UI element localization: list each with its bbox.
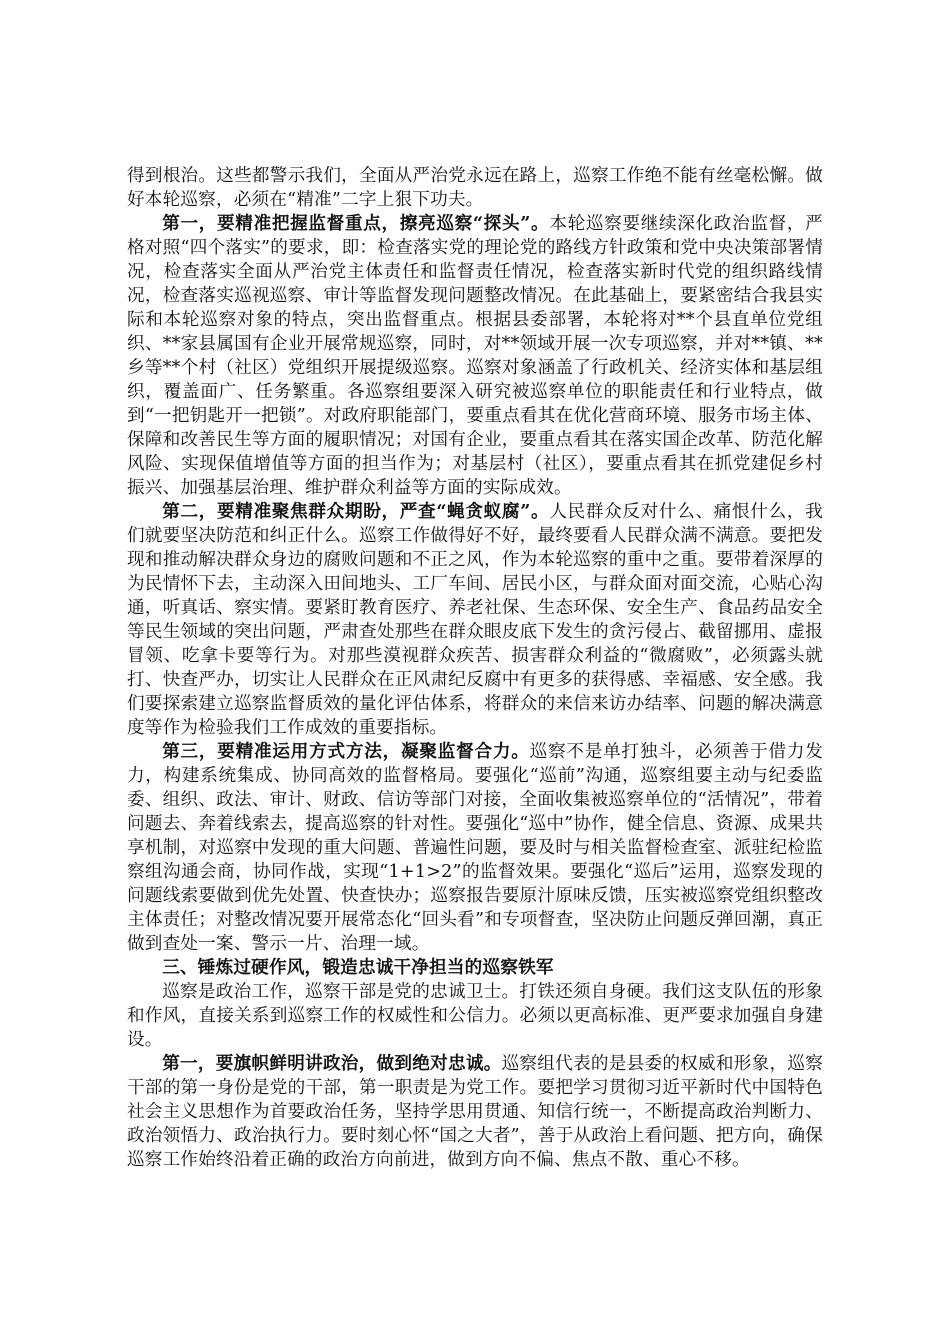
paragraph-point-one-loyalty bbox=[127, 1052, 823, 1172]
paragraph-text: 巡察是政治工作，巡察干部是党的忠诚卫士。打铁还须自身硬。我们这支队伍的形象和作风，直接关系到巡察工作的权威性和公信力。必须以更高标准、更严要求加强自身建设。 bbox=[127, 982, 823, 1050]
section-heading: 三、锤炼过硬作风，锻造忠诚干净担当的巡察铁军 bbox=[162, 957, 554, 978]
paragraph-lead: 第一，要旗帜鲜明讲政治，做到绝对忠诚。 bbox=[162, 1053, 502, 1074]
paragraph-body: 人民群众反对什么、痛恨什么，我们就要坚决防范和纠正什么。巡察工作做得好不好，最终要看人民群众满不满意。要把发现和推动解决群众身边的腐败问题和不正之风，作为本轮巡察的重中之重。要带着深厚的为民情怀下去，主动深入田间地头、工厂车间、居民小区，与群众面对面交流，心贴心沟通，听真话、察实情。要紧盯教育医疗、养老社保、生态环保、安全生产、食品药品安全等民生领域的突出问题，严肃查处那些在群众眼皮底下发生的贪污侵占、截留挪用、虚报冒领、吃拿卡要等行为。对那些漠视群众疾苦、损害群众利益的“微腐败”，必须露头就打、快查严办，切实让人民群众在正风肃纪反腐中有更多的获得感、幸福感、安全感。我们要探索建立巡察监督质效的量化评估体系，将群众的来信来访办结率、问题的解决满意度等作为检验我们工作成效的重要指标。 bbox=[127, 502, 823, 738]
paragraph-lead: 第二，要精准聚焦群众期盼，严查“蝇贪蚁腐”。 bbox=[162, 501, 550, 522]
paragraph-lead: 第三，要精准运用方式方法，凝聚监督合力。 bbox=[162, 741, 530, 762]
paragraph-text: 得到根治。这些都警示我们，全面从严治党永远在路上，巡察工作绝不能有丝毫松懈。做好本轮巡察，必须在“精准”二字上狠下功夫。 bbox=[127, 166, 823, 210]
paragraph-point-two bbox=[127, 500, 823, 740]
paragraph-continued bbox=[127, 164, 823, 212]
paragraph-point-three bbox=[127, 740, 823, 956]
paragraph-body: 巡察组代表的是县委的权威和形象，巡察干部的第一身份是党的干部，第一职责是为党工作。要把学习贯彻习近平新时代中国特色社会主义思想作为首要政治任务，坚持学思用贯通、知信行统一，不断提高政治判断力、政治领悟力、政治执行力。要时刻心怀“国之大者”，善于从政治上看问题、把方向，确保巡察工作始终沿着正确的政治方向前进，做到方向不偏、焦点不散、重心不移。 bbox=[127, 1054, 823, 1170]
paragraph-section-intro bbox=[127, 980, 823, 1052]
document-page bbox=[127, 164, 823, 1172]
paragraph-body: 本轮巡察要继续深化政治监督，严格对照“四个落实”的要求，即：检查落实党的理论党的路线方针政策和党中央决策部署情况，检查落实全面从严治党主体责任和监督责任情况，检查落实新时代党的组织路线情况，检查落实巡视巡察、审计等监督发现问题整改情况。在此基础上，要紧密结合我县实际和本轮巡察对象的特点，突出监督重点。根据县委部署，本轮将对**个县直单位党组织、**家县属国有企业开展常规巡察，同时，对**领域开展一次专项巡察，并对**镇、**乡等**个村（社区）党组织开展提级巡察。巡察对象涵盖了行政机关、经济实体和基层组织，覆盖面广、任务繁重。各巡察组要深入研究被巡察单位的职能责任和行业特点，做到“一把钥匙开一把锁”。对政府职能部门，要重点看其在优化营商环境、服务市场主体、保障和改善民生等方面的履职情况；对国有企业，要重点看其在落实国企改革、防范化解风险、实现保值增值等方面的担当作为；对基层村（社区），要重点看其在抓党建促乡村振兴、加强基层治理、维护群众利益等方面的实际成效。 bbox=[127, 214, 823, 498]
paragraph-body: 巡察不是单打独斗，必须善于借力发力，构建系统集成、协同高效的监督格局。要强化“巡前”沟通，巡察组要主动与纪委监委、组织、政法、审计、财政、信访等部门对接，全面收集被巡察单位的“活情况”，带着问题去、奔着线索去，提高巡察的针对性。要强化“巡中”协作，健全信息、资源、成果共享机制，对巡察中发现的重大问题、普遍性问题，要及时与相关监督检查室、派驻纪检监察组沟通会商，协同作战，实现“1+1>2”的监督效果。要强化“巡后”运用，巡察发现的问题线索要做到优先处置、快查快办；巡察报告要原汁原味反馈，压实被巡察党组织整改主体责任；对整改情况要开展常态化“回头看”和专项督查，坚决防止问题反弹回潮，真正做到查处一案、警示一片、治理一域。 bbox=[127, 742, 823, 954]
paragraph-point-one bbox=[127, 212, 823, 500]
paragraph-lead: 第一，要精准把握监督重点，擦亮巡察“探头”。 bbox=[162, 213, 550, 234]
